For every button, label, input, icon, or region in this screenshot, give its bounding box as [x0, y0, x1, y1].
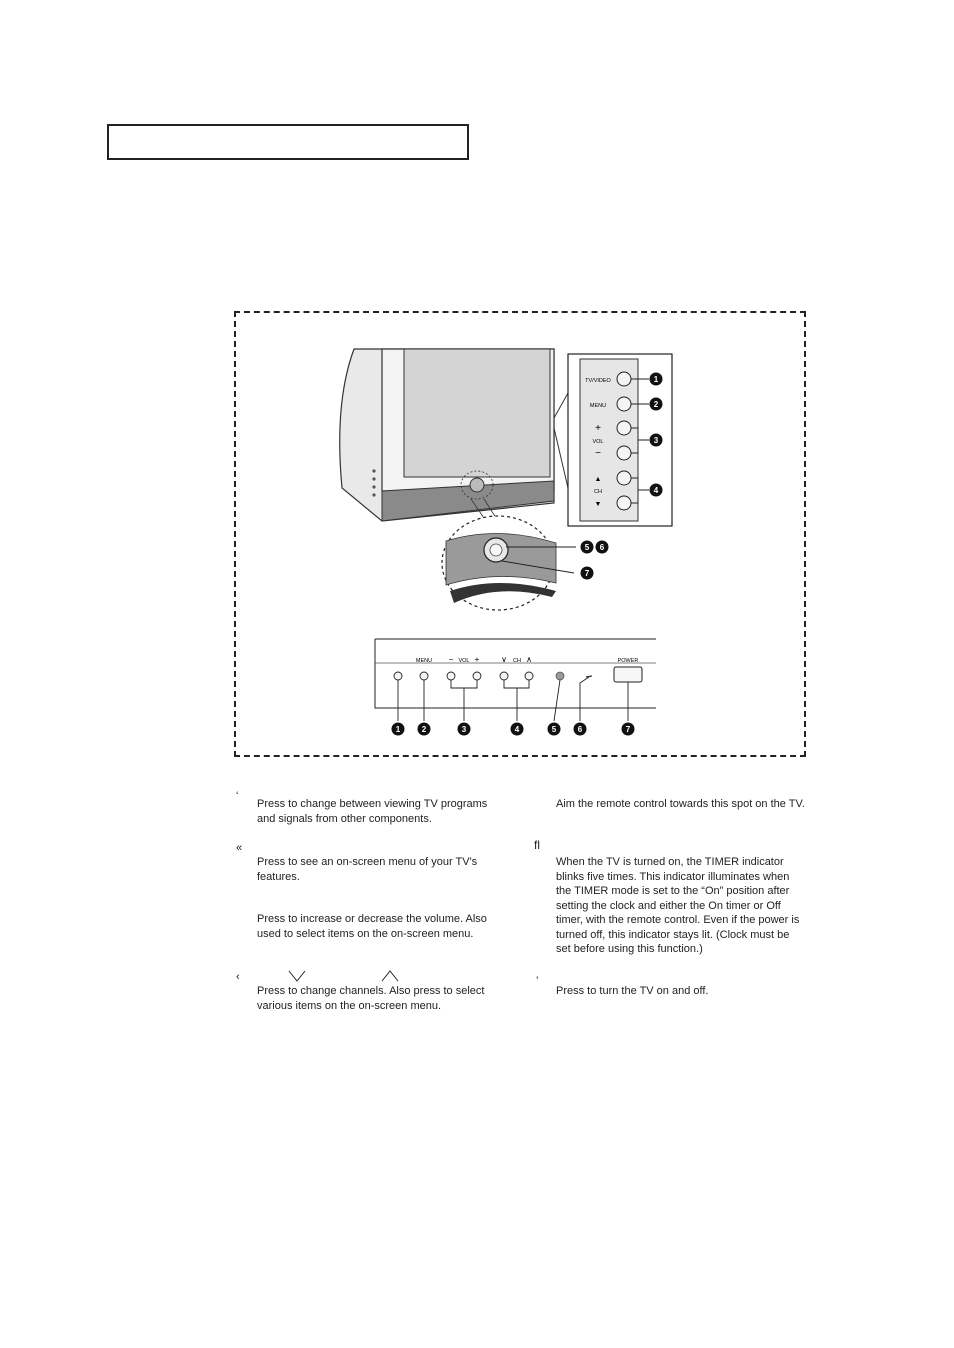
- item4-marker: ‹: [236, 971, 240, 983]
- side-label-ch: CH: [594, 489, 602, 495]
- zoom-callout-7: 7: [584, 569, 590, 578]
- front-label-vol: VOL: [458, 658, 470, 664]
- tv-front-illustration: [236, 313, 804, 755]
- tv-figure-frame: [234, 311, 806, 757]
- item6-description: When the TV is turned on, the TIMER indicator blinks five times. This indicator illuminates when the TIMER mode is set to the “On” position after setting the clock and either the On timer or Off timer, with the remote control. Even if the power is turned off, this indicator stays lit. (Clock must be set before using this function.): [556, 856, 800, 955]
- side-callout-2: 2: [653, 400, 659, 409]
- item5-description: Aim the remote control towards this spot on the TV.: [556, 798, 805, 810]
- tv-body: [340, 349, 554, 521]
- front-label-menu: MENU: [415, 658, 433, 664]
- side-callout-1: 1: [653, 375, 659, 384]
- front-callout-7: 7: [625, 725, 631, 734]
- front-callout-1: 1: [395, 725, 401, 734]
- side-label-vol-minus: −: [595, 448, 601, 459]
- channel-down-icon: [288, 970, 306, 982]
- side-callout-3: 3: [653, 436, 659, 445]
- front-label-ch: CH: [513, 658, 521, 664]
- side-callout-4: 4: [653, 486, 659, 495]
- front-control-panel: [375, 639, 656, 736]
- front-label-vol-minus: −: [448, 655, 454, 664]
- zoom-callout-5: 5: [584, 543, 590, 552]
- front-callout-2: 2: [421, 725, 427, 734]
- zoom-callout-6: 6: [599, 543, 605, 552]
- front-callout-5: 5: [551, 725, 557, 734]
- section-header-box: [107, 124, 469, 160]
- front-callout-6: 6: [577, 725, 583, 734]
- front-callout-3: 3: [461, 725, 467, 734]
- side-control-panel: [554, 354, 672, 526]
- item7-description: Press to turn the TV on and off.: [556, 985, 709, 997]
- front-label-ch-down: ∨: [501, 655, 507, 664]
- item4-description: Press to change channels. Also press to select various items on the on-screen menu.: [257, 985, 485, 1012]
- side-label-ch-up: ▲: [594, 476, 602, 483]
- front-label-vol-plus: +: [474, 655, 480, 664]
- side-label-ch-down: ▼: [594, 501, 602, 508]
- item1-description: Press to change between viewing TV programs and signals from other components.: [257, 798, 488, 825]
- item2-marker: «: [236, 842, 243, 854]
- front-label-ch-up: ∧: [526, 655, 532, 664]
- item3-description: Press to increase or decrease the volume. Also used to select items on the on-screen menu.: [257, 913, 487, 940]
- front-callout-4: 4: [514, 725, 520, 734]
- side-label-vol-plus: +: [595, 423, 601, 434]
- item2-description: Press to see an on-screen menu of your TV's features.: [257, 856, 478, 883]
- item1-marker: ‘: [236, 790, 239, 802]
- channel-up-icon: [381, 970, 399, 982]
- section-title: [109, 126, 467, 142]
- item6-marker: ﬂ: [534, 838, 540, 852]
- item7-marker: ’: [536, 975, 539, 987]
- front-label-power: POWER: [617, 658, 639, 664]
- side-label-tv-video: TV/VIDEO: [585, 378, 611, 384]
- side-label-vol: VOL: [592, 439, 604, 445]
- side-label-menu: MENU: [589, 403, 607, 409]
